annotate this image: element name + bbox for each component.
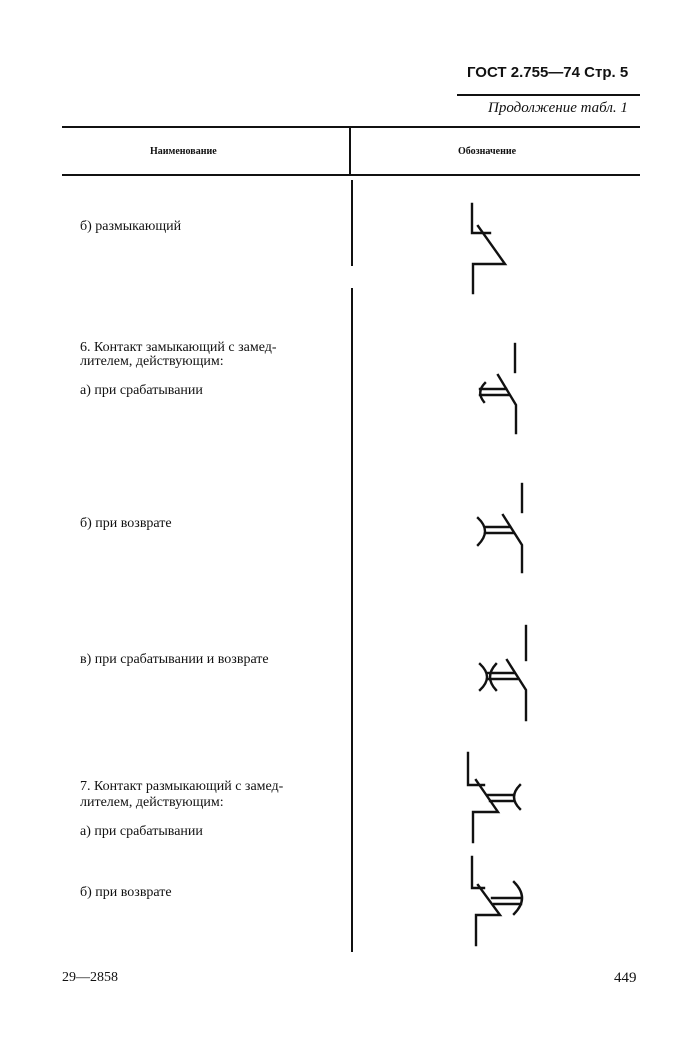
break-contact-delay-on-operate-symbol	[468, 753, 520, 842]
row-label: а) при срабатывании	[80, 383, 203, 398]
row-label: б) при возврате	[80, 885, 172, 900]
row-label: 6. Контакт замыкающий с замед-	[80, 340, 277, 355]
row-label: а) при срабатывании	[80, 824, 203, 839]
break-contact-delay-on-return-symbol	[472, 857, 522, 945]
row-label: в) при срабатывании и возврате	[80, 652, 269, 667]
table-continuation-label: Продолжение табл. 1	[488, 100, 628, 116]
break-contact-symbol	[472, 204, 505, 293]
row-label: б) при возврате	[80, 516, 172, 531]
row-label: лителем, действующим:	[80, 354, 224, 369]
make-contact-delay-both-symbol	[480, 626, 526, 720]
column-header-symbol: Обозначение	[458, 146, 517, 157]
make-contact-delay-on-return-symbol	[478, 484, 522, 572]
row-label: б) размыкающий	[80, 219, 182, 234]
print-code: 29—2858	[62, 970, 118, 985]
row-label: лителем, действующим:	[80, 795, 224, 810]
row-label: 7. Контакт размыкающий с замед-	[80, 779, 284, 794]
column-header-name: Наименование	[150, 146, 217, 157]
make-contact-delay-on-operate-symbol	[480, 344, 516, 433]
page-number: 449	[614, 970, 637, 986]
standard-header: ГОСТ 2.755—74 Стр. 5	[467, 64, 629, 81]
